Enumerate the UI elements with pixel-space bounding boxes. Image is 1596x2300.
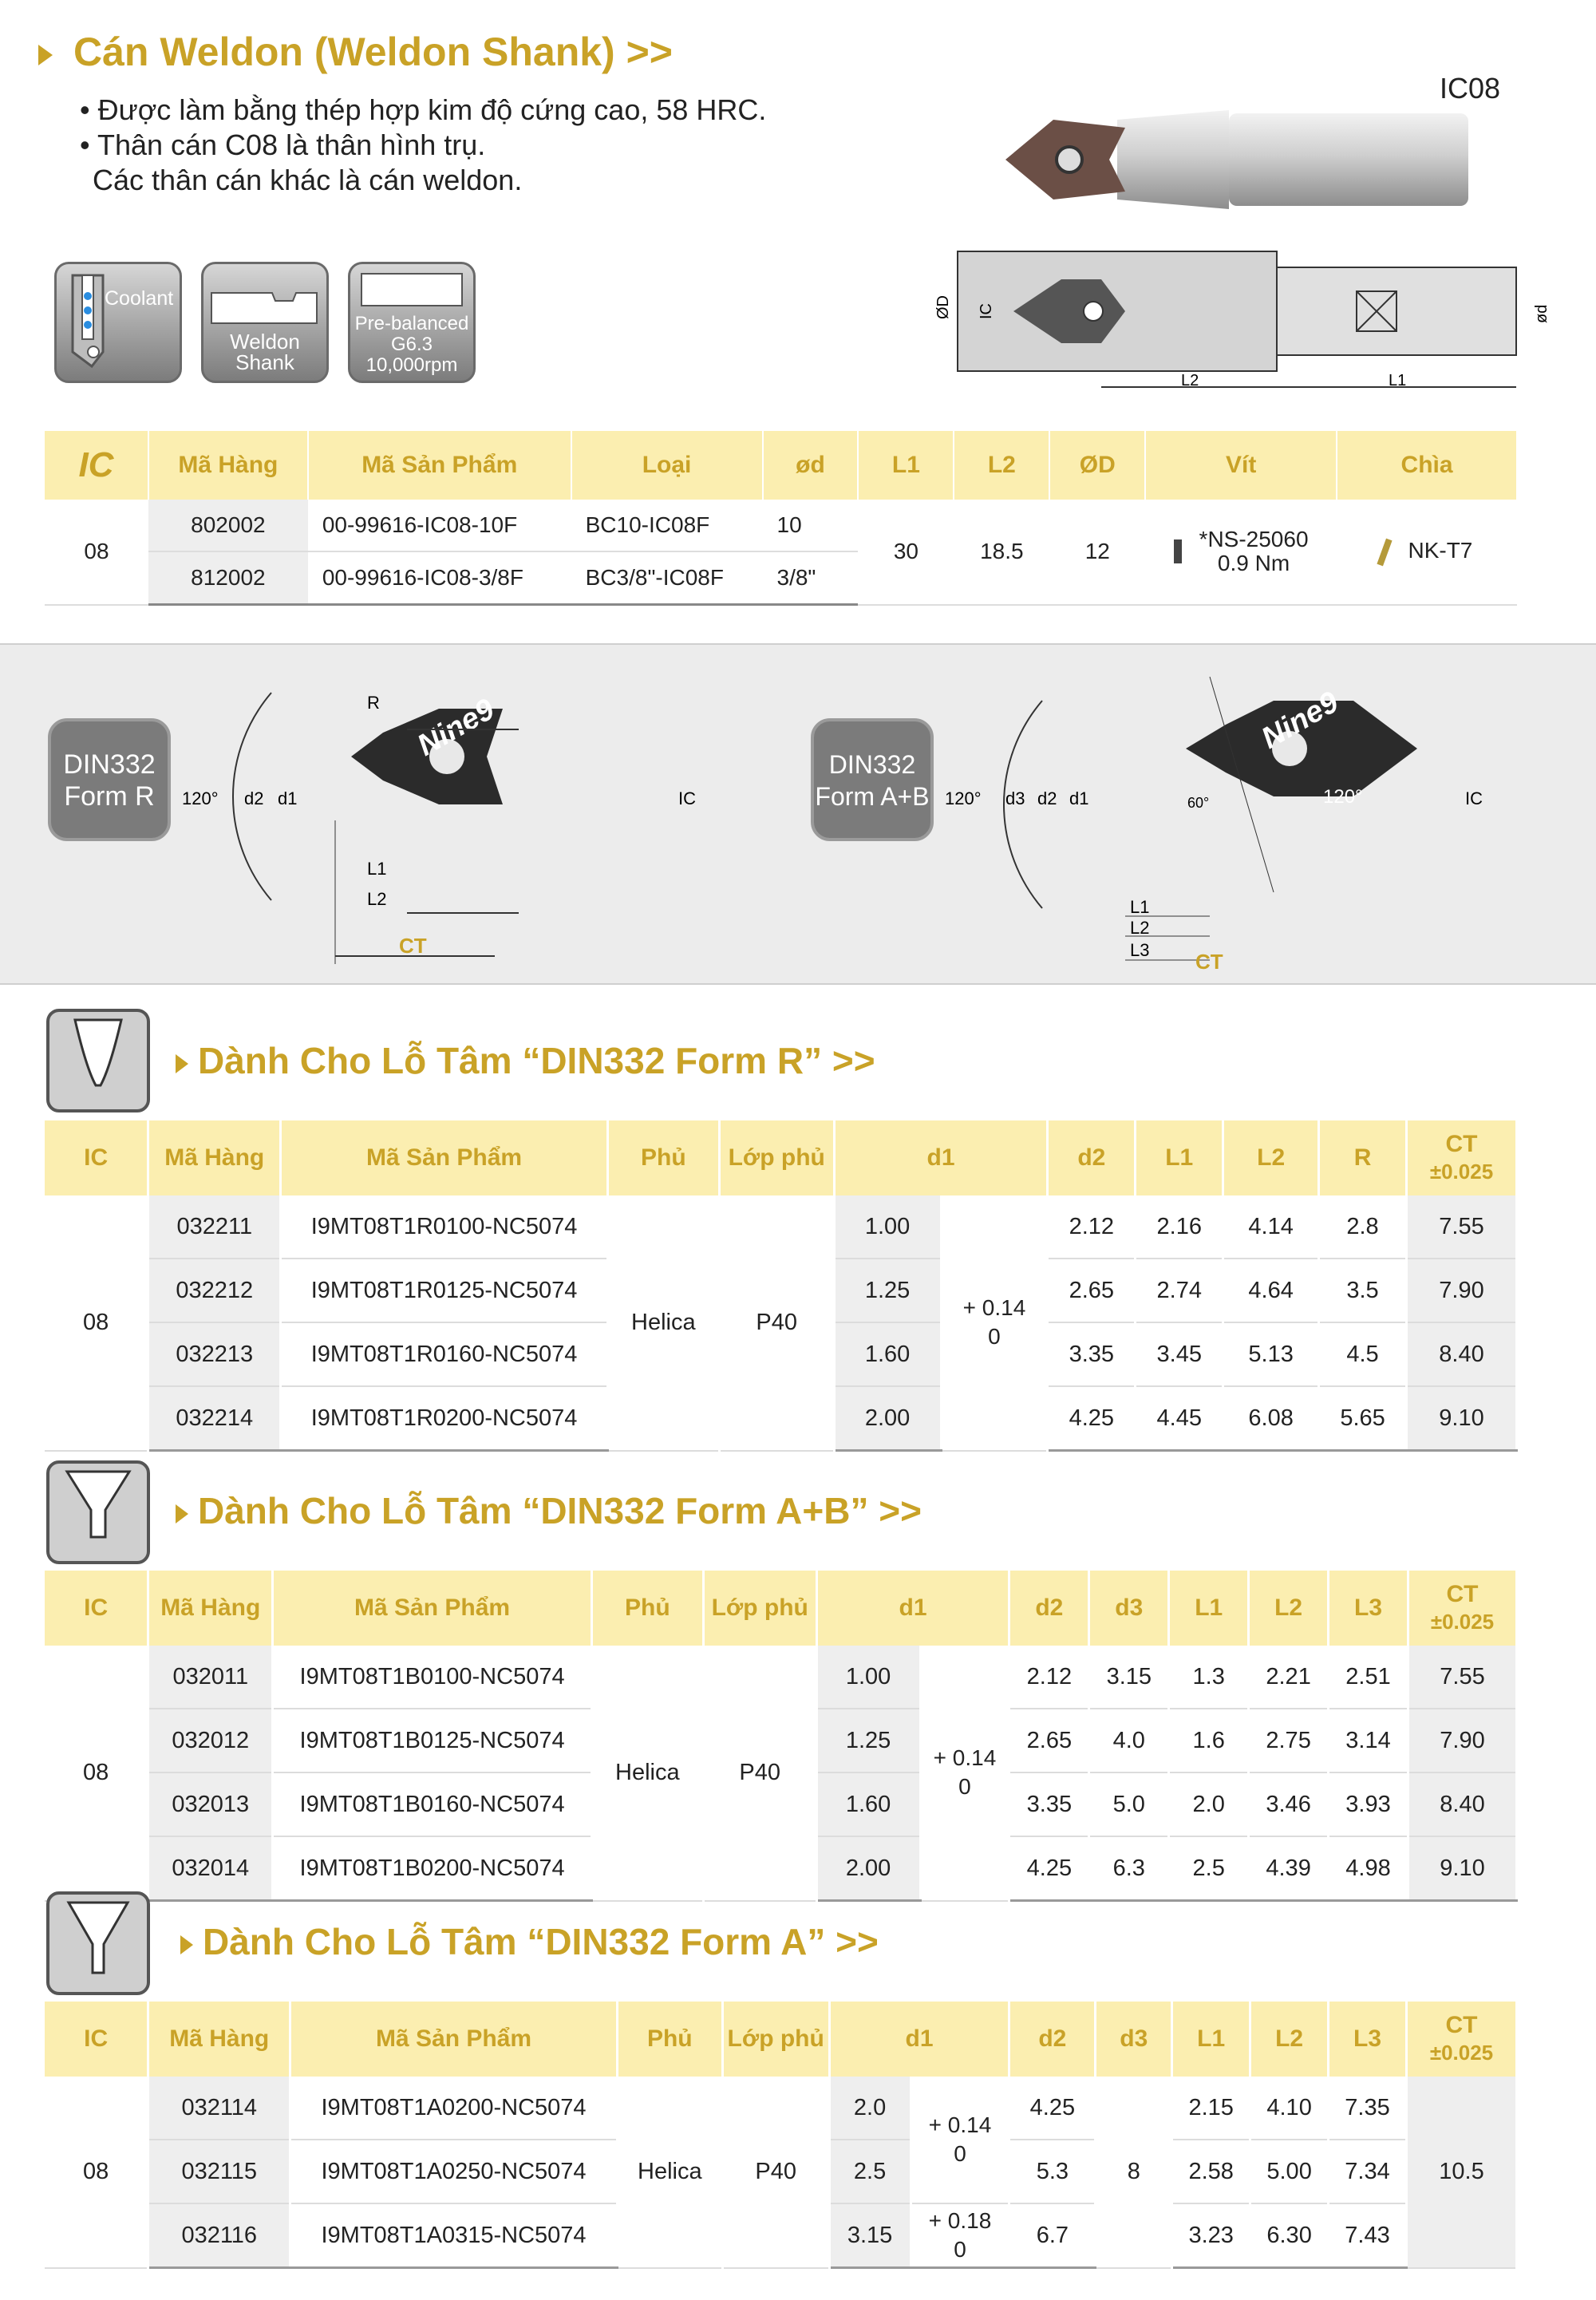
svg-text:d1: d1	[278, 788, 298, 808]
table-row: 032213 I9MT08T1R0160-NC5074 1.60 3.35 3.45 5.13 4.5 8.40	[45, 1322, 1517, 1386]
table-row: 032014 I9MT08T1B0200-NC5074 2.00 4.25 6.3 2.5 4.39 4.98 9.10	[45, 1836, 1517, 1901]
coolant-icon	[57, 264, 180, 381]
dim-OD: ØD	[934, 295, 952, 319]
table-row: 032212 I9MT08T1R0125-NC5074 1.25 2.65 2.74 4.64 3.5 7.90	[45, 1259, 1517, 1322]
key-icon	[1377, 538, 1392, 566]
form-r-diagram	[176, 661, 734, 972]
svg-text:120°: 120°	[182, 788, 219, 808]
svg-text:L1: L1	[1130, 897, 1150, 917]
form-ab-hole-icon	[46, 1460, 150, 1564]
svg-text:IC: IC	[1465, 788, 1483, 808]
coolant-feature-icon: Coolant	[54, 262, 182, 383]
arrow-icon	[176, 1054, 188, 1073]
svg-text:L1: L1	[367, 859, 387, 879]
center-hole-icon	[49, 1464, 147, 1561]
svg-text:Nine9: Nine9	[412, 692, 500, 763]
din332-form-r-badge: DIN332 Form R	[48, 718, 171, 841]
arrow-icon	[176, 1504, 188, 1523]
feature-bullets	[80, 93, 766, 198]
col-l1: L1	[858, 431, 954, 500]
svg-text:d2: d2	[244, 788, 264, 808]
svg-text:60°: 60°	[1187, 795, 1210, 811]
form-r-title: Dành Cho Lỗ Tâm “DIN332 Form R” >>	[176, 1039, 875, 1082]
svg-text:d3: d3	[1005, 788, 1025, 808]
svg-text:IC: IC	[678, 788, 696, 808]
col-ma-hang: Mã Hàng	[148, 431, 308, 500]
svg-text:L2: L2	[367, 889, 387, 909]
col-loai: Loại	[571, 431, 763, 500]
dim-od: ød	[1533, 304, 1551, 323]
form-r-table: IC Mã Hàng Mã Sản Phẩm Phủ Lớp phủ d1 d2 L1 L2 R CT ±0.025 08 032211 I9MT08T1R0100-NC5074 Helica P40 1.00 + 0.14 0 2.12 2.16 4.14 2.8 7.55 032212 I9MT08T1R0125-NC5074 1.25 2.65 2.74 4.64 3.5 7.90 032213 I9MT08T1R0160-NC5074 1.60 3.35 3.45 5.13 4.5 8.40 032214 I9MT08T1R0200-NC5074 2.00 4.25 4.45 6.08 5.65 9.10	[45, 1120, 1518, 1452]
form-a-hole-icon	[46, 1891, 150, 1995]
svg-text:CT: CT	[399, 934, 427, 958]
table-row: 08 032011 I9MT08T1B0100-NC5074 Helica P40 1.00 + 0.14 0 2.12 3.15 1.3 2.21 2.51 7.55	[45, 1646, 1517, 1709]
bullet-weldon: Các thân cán khác là cán weldon.	[93, 164, 523, 196]
col-chia: Chìa	[1337, 431, 1517, 500]
bullet-shank: • Thân cán C08 là thân hình trụ.	[80, 128, 486, 161]
svg-text:L3: L3	[1130, 940, 1150, 960]
table-row: 032012 I9MT08T1B0125-NC5074 1.25 2.65 4.0 1.6 2.75 3.14 7.90	[45, 1709, 1517, 1772]
table-row: 812002 00-99616-IC08-3/8F BC3/8"-IC08F 3/8"	[45, 551, 1517, 605]
product-code-label: IC08	[1439, 72, 1500, 105]
form-ab-title: Dành Cho Lỗ Tâm “DIN332 Form A+B” >>	[176, 1489, 922, 1532]
product-photo	[990, 96, 1500, 223]
ic-value: 08	[45, 500, 148, 605]
screw-cell: *NS-25060 0.9 Nm	[1145, 500, 1337, 605]
screw-icon	[1174, 539, 1182, 563]
form-a-title: Dành Cho Lỗ Tâm “DIN332 Form A” >>	[180, 1920, 879, 1963]
svg-text:120°: 120°	[945, 788, 982, 808]
form-ab-diagram	[938, 653, 1577, 972]
svg-text:120°: 120°	[1323, 786, 1363, 808]
col-l2: L2	[954, 431, 1049, 500]
page-title: Cán Weldon (Weldon Shank) >>	[38, 29, 673, 75]
table-row: 032013 I9MT08T1B0160-NC5074 1.60 3.35 5.0 2.0 3.46 3.93 8.40	[45, 1772, 1517, 1836]
table-row: 08 032114 I9MT08T1A0200-NC5074 Helica P40 2.0 + 0.14 0 4.25 8 2.15 4.10 7.35 10.5	[45, 2077, 1517, 2140]
arrow-icon	[180, 1935, 193, 1954]
insert-diagram-band	[0, 643, 1596, 985]
col-od: ød	[763, 431, 859, 500]
key-cell: NK-T7	[1337, 500, 1517, 605]
col-OD: ØD	[1049, 431, 1145, 500]
form-r-hole-icon	[46, 1009, 150, 1112]
bullet-hardness: • Được làm bằng thép hợp kim độ cứng cao, 58 HRC.	[80, 93, 767, 126]
col-vit: Vít	[1145, 431, 1337, 500]
prebalanced-feature-icon: Pre-balanced G6.3 10,000rpm	[348, 262, 476, 383]
dim-L2: L2	[1181, 372, 1199, 389]
din332-form-ab-badge: DIN332 Form A+B	[811, 718, 934, 841]
table-row: 08 802002 00-99616-IC08-10F BC10-IC08F 10 30 18.5 12 *NS-25060 0.9 Nm NK-T7	[45, 500, 1517, 551]
arrow-icon	[38, 45, 53, 65]
svg-text:CT: CT	[1195, 950, 1223, 974]
dim-L1: L1	[1389, 372, 1407, 389]
col-ic: IC	[45, 431, 148, 500]
table-row: 032214 I9MT08T1R0200-NC5074 2.00 4.25 4.45 6.08 5.65 9.10	[45, 1386, 1517, 1451]
table-row: 032116 I9MT08T1A0315-NC5074 3.15 + 0.18 0 6.7 3.23 6.30 7.43	[45, 2203, 1517, 2268]
shank-spec-table	[45, 431, 1518, 606]
svg-text:d1: d1	[1069, 788, 1089, 808]
dim-IC: IC	[978, 303, 995, 319]
svg-text:Nine9: Nine9	[1255, 685, 1345, 756]
table-row: 08 032211 I9MT08T1R0100-NC5074 Helica P40 1.00 + 0.14 0 2.12 2.16 4.14 2.8 7.55	[45, 1195, 1517, 1259]
form-a-table: IC Mã Hàng Mã Sản Phẩm Phủ Lớp phủ d1 d2 d3 L1 L2 L3 CT ±0.025 08 032114 I9MT08T1A0200-NC5074 Helica P40 2.0 + 0.14 0 4.25 8 2.15 4.10 7.35 10.5 032115 I9MT08T1A0250-NC5074 2.5 5.3 2.58 5.00 7.34 032116 I9MT08T1A0315-NC5074 3.15 + 0.18 0 6.7 3.23 6.30 7.43	[45, 2002, 1518, 2269]
col-ma-san-pham: Mã Sản Phẩm	[308, 431, 571, 500]
form-ab-table: IC Mã Hàng Mã Sản Phẩm Phủ Lớp phủ d1 d2 d3 L1 L2 L3 CT ±0.025 08 032011 I9MT08T1B0100-NC5074 Helica P40 1.00 + 0.14 0 2.12 3.15 1.3 2.21 2.51 7.55 032012 I9MT08T1B0125-NC5074 1.25 2.65 4.0 1.6 2.75 3.14 7.90 032013 I9MT08T1B0160-NC5074 1.60 3.35 5.0 2.0 3.46 3.93 8.40 032014 I9MT08T1B0200-NC5074 2.00 4.25 6.3 2.5 4.39 4.98 9.10	[45, 1571, 1518, 1902]
svg-text:R: R	[367, 693, 380, 713]
shank-drawing	[934, 243, 1564, 403]
table-row: 032115 I9MT08T1A0250-NC5074 2.5 5.3 2.58 5.00 7.34	[45, 2140, 1517, 2203]
center-hole-icon	[49, 1895, 147, 1992]
svg-text:d2: d2	[1037, 788, 1057, 808]
svg-text:L2: L2	[1130, 918, 1150, 938]
center-hole-icon	[49, 1012, 147, 1109]
weldon-feature-icon: Weldon Shank	[201, 262, 329, 383]
